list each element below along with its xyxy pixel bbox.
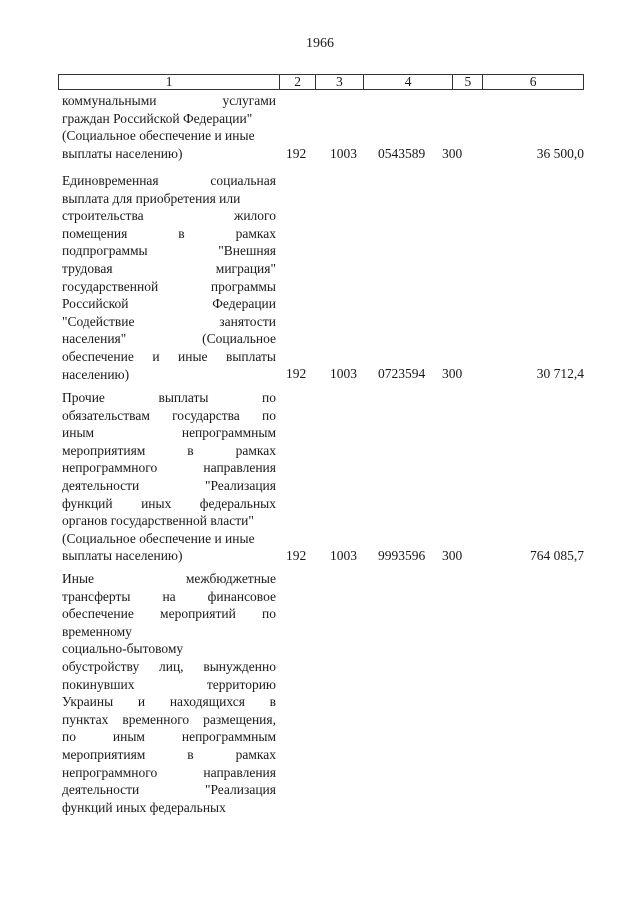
- column-header-5: 5: [452, 75, 482, 89]
- description-line: выплаты населению): [62, 145, 183, 161]
- description-line: выплата для приобретения или: [62, 190, 241, 206]
- description-line: органов государственной власти": [62, 513, 254, 529]
- chapter-code: 192: [286, 366, 307, 381]
- description-line: мероприятиям в рамках: [62, 746, 276, 762]
- subsection-code: 1003: [330, 146, 357, 161]
- expense-type-code: 300: [442, 146, 463, 161]
- description-line: (Социальное обеспечение и иные: [62, 530, 255, 546]
- subsection-code: 1003: [330, 366, 357, 381]
- target-article-code: 9993596: [378, 548, 426, 563]
- table-header-row: [58, 74, 584, 90]
- table-row: [62, 92, 584, 164]
- description-line: функций иных федеральных: [62, 799, 226, 815]
- description-line: временному: [62, 623, 132, 639]
- description-line: функций иных федеральных: [62, 495, 276, 511]
- description-line: выплаты населению): [62, 548, 183, 564]
- chapter-code: 192: [286, 146, 307, 161]
- column-header-6: 6: [482, 75, 583, 89]
- description-line: покинувших территорию: [62, 676, 276, 692]
- description-line: обеспечение и иные выплаты: [62, 348, 276, 364]
- description-line: обеспечение мероприятий по: [62, 606, 276, 622]
- amount: 764 085,7: [530, 548, 584, 563]
- column-header-1: 1: [165, 74, 173, 89]
- description-line: по иным непрограммным: [62, 729, 276, 745]
- description-line: деятельности "Реализация: [62, 782, 276, 798]
- table-row: [62, 570, 584, 820]
- description-line: "Содействие занятости: [62, 313, 276, 329]
- description-line: Российской Федерации: [62, 296, 276, 312]
- expense-type-code: 300: [442, 366, 463, 381]
- row-description: [62, 92, 276, 162]
- description-line: помещения в рамках: [62, 225, 276, 241]
- column-header-4: 4: [363, 75, 453, 89]
- description-line: мероприятиям в рамках: [62, 442, 276, 458]
- description-line: непрограммного направления: [62, 460, 276, 476]
- description-line: социально-бытовому: [62, 641, 184, 657]
- description-line: граждан Российской Федерации": [62, 110, 253, 126]
- description-line: (Социальное обеспечение и иные: [62, 128, 255, 144]
- row-description: [62, 389, 276, 565]
- description-line: строительства жилого: [62, 208, 276, 224]
- chapter-code: 192: [286, 548, 307, 563]
- description-line: Прочие выплаты по: [62, 390, 276, 405]
- description-line: Единовременная социальная: [62, 173, 276, 188]
- description-line: Украины и находящихся в: [62, 694, 276, 710]
- description-line: трудовая миграция": [62, 260, 276, 276]
- table-row: [62, 389, 584, 566]
- description-line: иным непрограммным: [62, 425, 276, 441]
- description-line: населению): [62, 366, 130, 382]
- description-line: деятельности "Реализация: [62, 477, 276, 493]
- target-article-code: 0543589: [378, 146, 426, 161]
- description-line: подпрограммы "Внешняя: [62, 243, 276, 259]
- description-line: населения" (Социальное: [62, 331, 276, 347]
- row-description: [62, 570, 276, 816]
- description-line: обязательствам государства по: [62, 407, 276, 423]
- target-article-code: 0723594: [378, 366, 426, 381]
- description-line: обустройству лиц, вынужденно: [62, 658, 276, 674]
- description-line: государственной программы: [62, 278, 276, 294]
- description-line: трансферты на финансовое: [62, 588, 276, 604]
- description-line: непрограммного направления: [62, 764, 276, 780]
- amount: 30 712,4: [536, 366, 584, 381]
- expense-type-code: 300: [442, 548, 463, 563]
- row-description: [62, 172, 276, 383]
- description-line: коммунальными услугами: [62, 93, 276, 108]
- column-header-3: 3: [315, 75, 363, 89]
- column-header-2: 2: [279, 75, 315, 89]
- table-row: [62, 172, 584, 384]
- description-line: пунктах временного размещения,: [62, 711, 276, 727]
- description-line: Иные межбюджетные: [62, 571, 276, 586]
- amount: 36 500,0: [536, 146, 584, 161]
- page-number: 1966: [306, 36, 334, 51]
- subsection-code: 1003: [330, 548, 357, 563]
